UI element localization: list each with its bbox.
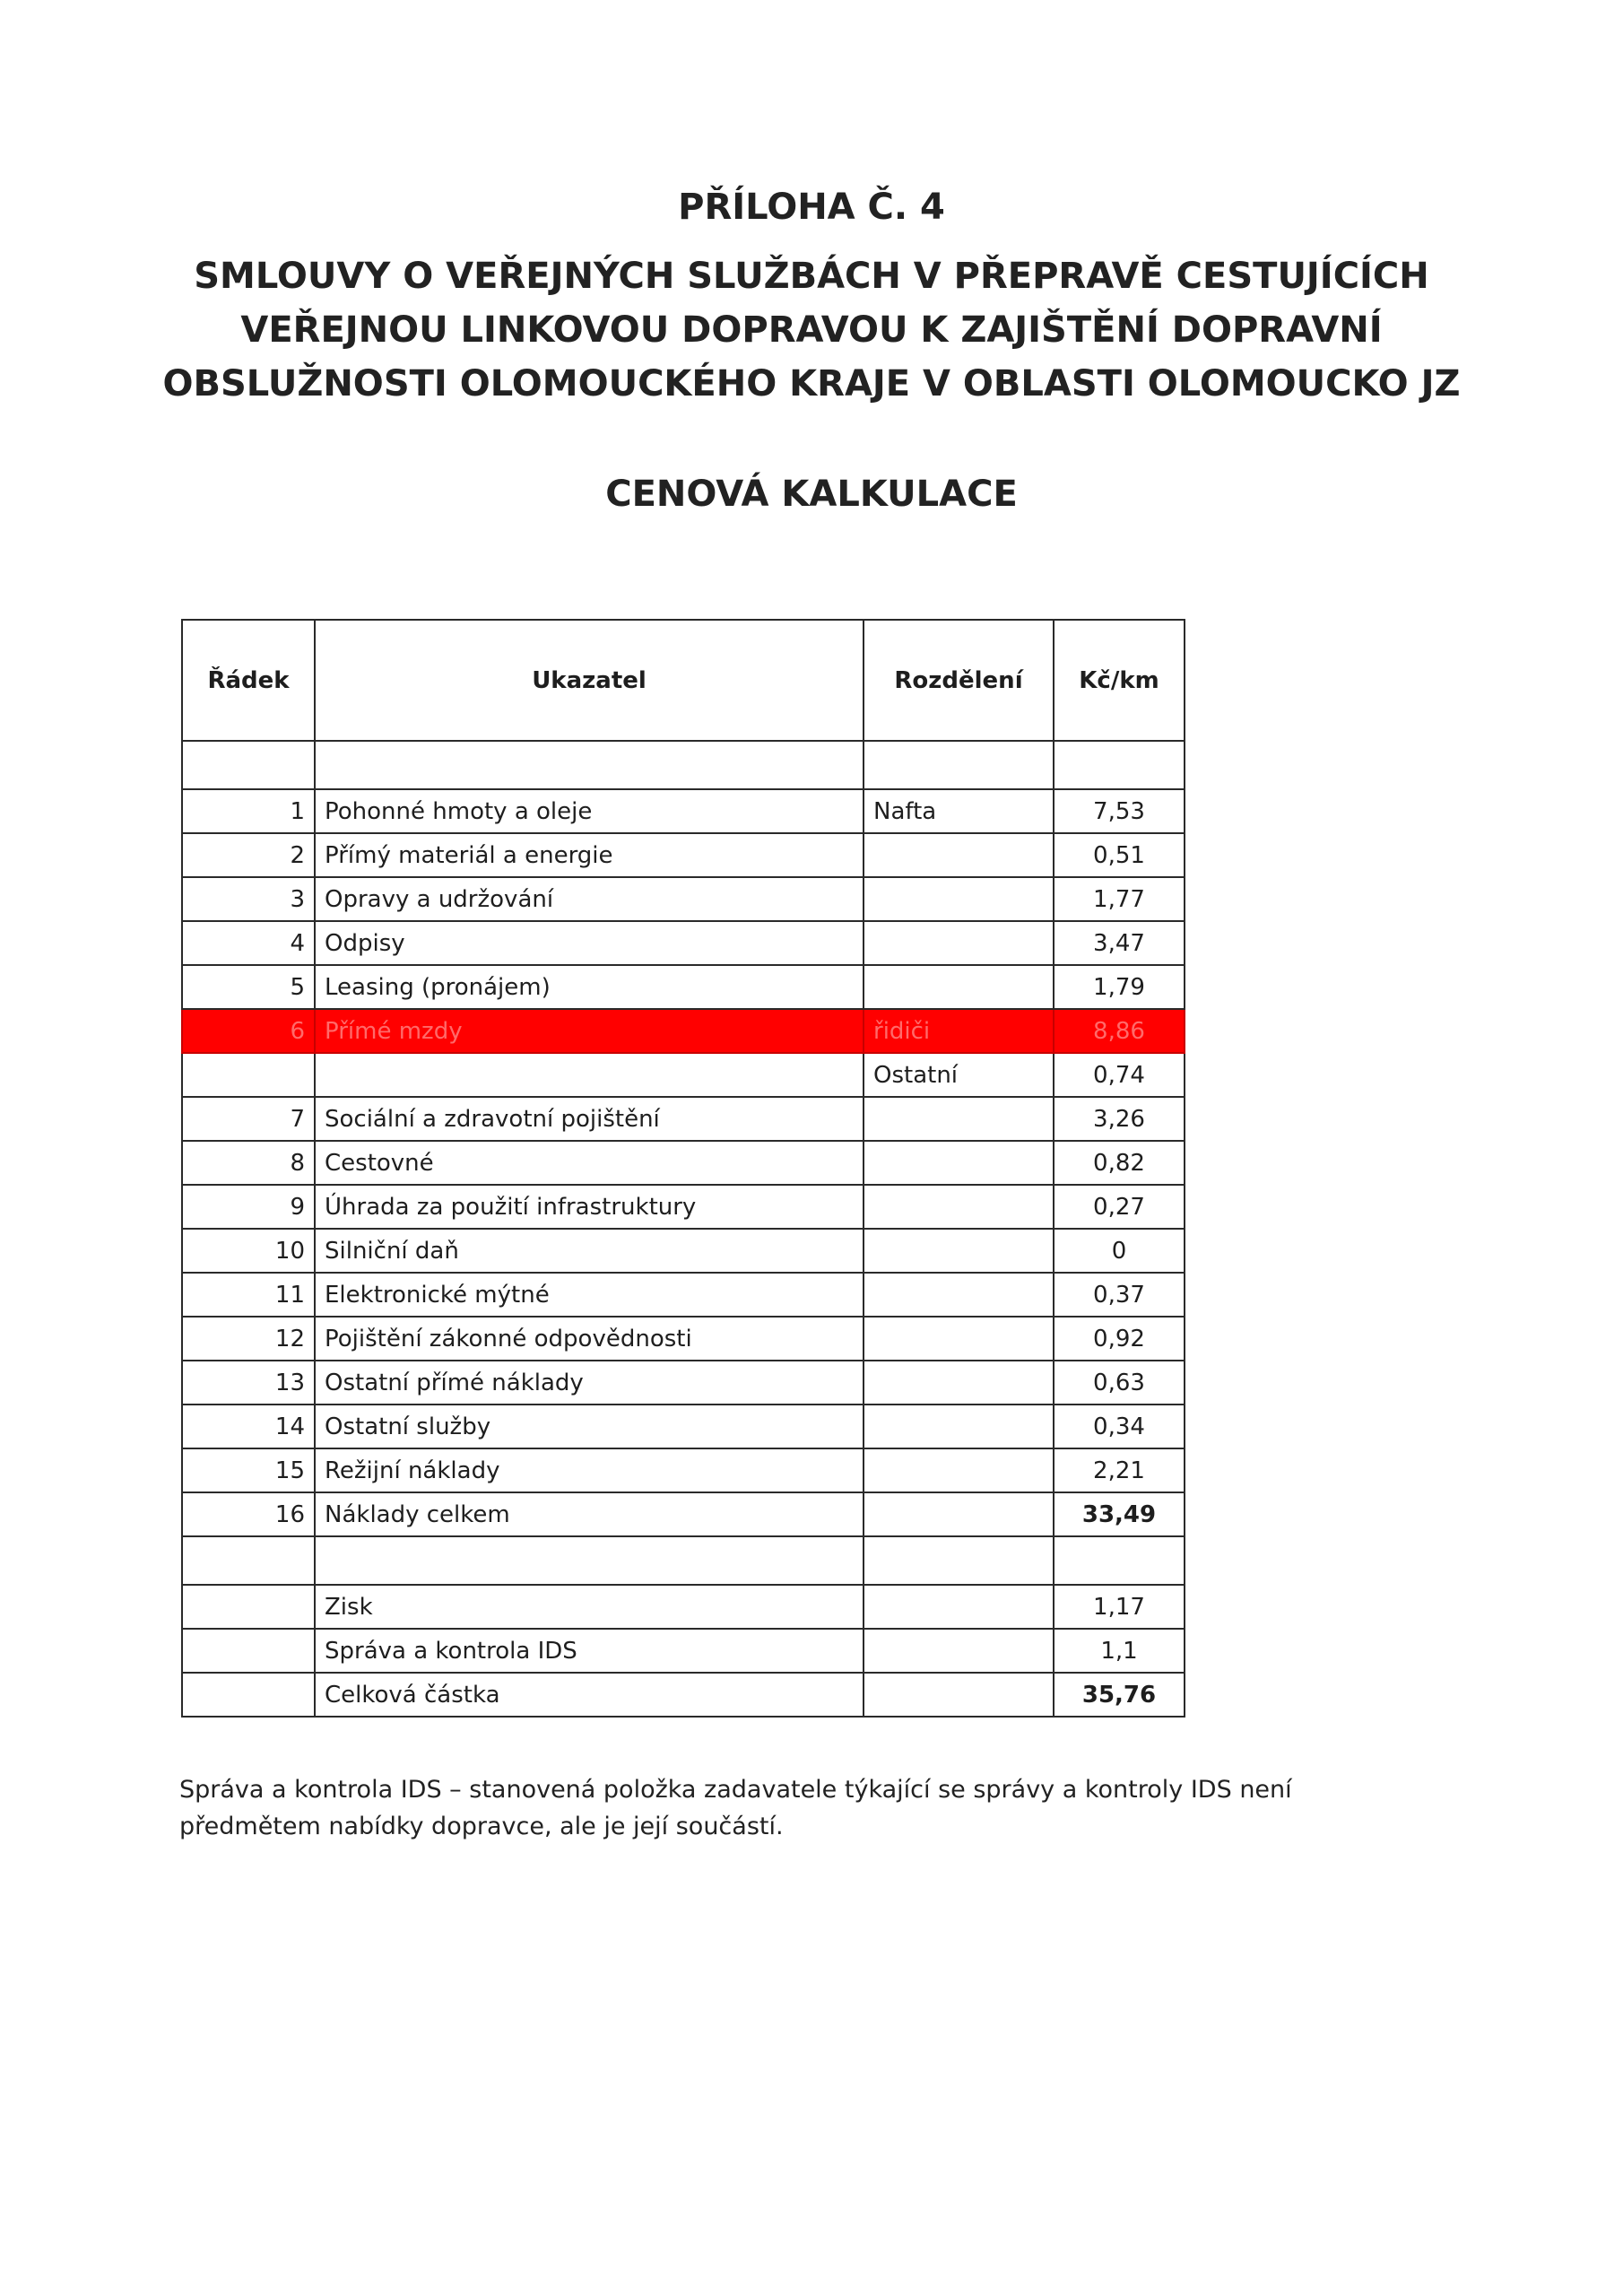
row-number-cell: 13 <box>182 1361 315 1405</box>
table-row <box>182 877 1185 921</box>
footnote-line-1: Správa a kontrola IDS – stanovená položka zadavatele týkající se správy a kontroly IDS není <box>179 1776 1292 1804</box>
indicator-cell: Pojištění zákonné odpovědnosti <box>315 1317 864 1361</box>
table-row <box>182 1536 1185 1585</box>
indicator-cell: Cestovné <box>315 1141 864 1185</box>
table-row <box>182 1097 1185 1141</box>
indicator-cell <box>315 1536 864 1585</box>
division-cell <box>864 1141 1054 1185</box>
contract-title-line-1: SMLOUVY O VEŘEJNÝCH SLUŽBÁCH V PŘEPRAVĚ CESTUJÍCÍCH <box>194 256 1429 297</box>
table-row <box>182 1009 1185 1053</box>
row-number-cell: 9 <box>182 1185 315 1229</box>
table-row <box>182 789 1185 833</box>
value-cell: 0,34 <box>1054 1405 1185 1448</box>
division-cell <box>864 1405 1054 1448</box>
division-cell <box>864 1185 1054 1229</box>
indicator-cell: Přímý materiál a energie <box>315 833 864 877</box>
table-row <box>182 1053 1185 1097</box>
division-cell: řidiči <box>864 1009 1054 1053</box>
table-row <box>182 833 1185 877</box>
division-cell <box>864 741 1054 789</box>
price-calculation-table <box>181 619 1185 1718</box>
value-cell <box>1054 1536 1185 1585</box>
row-number-cell <box>182 741 315 789</box>
indicator-cell: Zisk <box>315 1585 864 1629</box>
table-row <box>182 1141 1185 1185</box>
indicator-cell: Náklady celkem <box>315 1492 864 1536</box>
indicator-cell: Silniční daň <box>315 1229 864 1273</box>
row-number-cell <box>182 1673 315 1717</box>
division-cell <box>864 1585 1054 1629</box>
table-row <box>182 1405 1185 1448</box>
indicator-cell: Elektronické mýtné <box>315 1273 864 1317</box>
value-cell: 2,21 <box>1054 1448 1185 1492</box>
annex-title: PŘÍLOHA Č. 4 <box>678 187 945 228</box>
row-number-cell: 12 <box>182 1317 315 1361</box>
indicator-cell: Režijní náklady <box>315 1448 864 1492</box>
table-row <box>182 741 1185 789</box>
indicator-cell <box>315 741 864 789</box>
division-cell <box>864 1536 1054 1585</box>
division-cell: Ostatní <box>864 1053 1054 1097</box>
indicator-cell: Leasing (pronájem) <box>315 965 864 1009</box>
row-number-cell: 14 <box>182 1405 315 1448</box>
column-header-czk-per-km: Kč/km <box>1054 620 1185 741</box>
row-number-cell: 6 <box>182 1009 315 1053</box>
division-cell: Nafta <box>864 789 1054 833</box>
indicator-cell: Celková částka <box>315 1673 864 1717</box>
indicator-cell: Přímé mzdy <box>315 1009 864 1053</box>
division-cell <box>864 1361 1054 1405</box>
table-body <box>182 741 1185 1717</box>
table-row <box>182 921 1185 965</box>
indicator-cell: Odpisy <box>315 921 864 965</box>
division-cell <box>864 1273 1054 1317</box>
indicator-cell: Sociální a zdravotní pojištění <box>315 1097 864 1141</box>
row-number-cell: 3 <box>182 877 315 921</box>
division-cell <box>864 877 1054 921</box>
row-number-cell <box>182 1629 315 1673</box>
indicator-cell: Opravy a udržování <box>315 877 864 921</box>
row-number-cell <box>182 1536 315 1585</box>
division-cell <box>864 965 1054 1009</box>
row-number-cell: 8 <box>182 1141 315 1185</box>
indicator-cell: Úhrada za použití infrastruktury <box>315 1185 864 1229</box>
division-cell <box>864 1229 1054 1273</box>
indicator-cell: Ostatní služby <box>315 1405 864 1448</box>
division-cell <box>864 1673 1054 1717</box>
table-row <box>182 1229 1185 1273</box>
division-cell <box>864 1492 1054 1536</box>
table-row <box>182 1673 1185 1717</box>
value-cell <box>1054 741 1185 789</box>
table-row <box>182 1492 1185 1536</box>
value-cell: 35,76 <box>1054 1673 1185 1717</box>
division-cell <box>864 1448 1054 1492</box>
row-number-cell: 11 <box>182 1273 315 1317</box>
value-cell: 0,51 <box>1054 833 1185 877</box>
value-cell: 1,1 <box>1054 1629 1185 1673</box>
row-number-cell: 4 <box>182 921 315 965</box>
row-number-cell: 7 <box>182 1097 315 1141</box>
value-cell: 0 <box>1054 1229 1185 1273</box>
division-cell <box>864 1097 1054 1141</box>
table-row <box>182 1273 1185 1317</box>
value-cell: 3,26 <box>1054 1097 1185 1141</box>
value-cell: 0,92 <box>1054 1317 1185 1361</box>
table-row <box>182 1185 1185 1229</box>
value-cell: 1,17 <box>1054 1585 1185 1629</box>
value-cell: 7,53 <box>1054 789 1185 833</box>
column-header-row-number: Řádek <box>182 620 315 741</box>
division-cell <box>864 1317 1054 1361</box>
contract-title-line-3: OBSLUŽNOSTI OLOMOUCKÉHO KRAJE V OBLASTI OLOMOUCKO JZ <box>162 363 1461 404</box>
table-header-row <box>182 620 1185 741</box>
value-cell: 3,47 <box>1054 921 1185 965</box>
row-number-cell: 1 <box>182 789 315 833</box>
indicator-cell: Správa a kontrola IDS <box>315 1629 864 1673</box>
indicator-cell <box>315 1053 864 1097</box>
calculation-title: CENOVÁ KALKULACE <box>605 474 1018 515</box>
division-cell <box>864 833 1054 877</box>
value-cell: 0,82 <box>1054 1141 1185 1185</box>
row-number-cell: 2 <box>182 833 315 877</box>
table-row <box>182 1585 1185 1629</box>
column-header-indicator: Ukazatel <box>315 620 864 741</box>
table-row <box>182 1317 1185 1361</box>
row-number-cell: 16 <box>182 1492 315 1536</box>
table-row <box>182 965 1185 1009</box>
footnote <box>179 1771 1345 1845</box>
value-cell: 1,79 <box>1054 965 1185 1009</box>
table-row <box>182 1448 1185 1492</box>
indicator-cell: Ostatní přímé náklady <box>315 1361 864 1405</box>
row-number-cell: 5 <box>182 965 315 1009</box>
value-cell: 0,27 <box>1054 1185 1185 1229</box>
column-header-division: Rozdělení <box>864 620 1054 741</box>
table-row <box>182 1361 1185 1405</box>
value-cell: 0,74 <box>1054 1053 1185 1097</box>
row-number-cell <box>182 1053 315 1097</box>
row-number-cell: 10 <box>182 1229 315 1273</box>
indicator-cell: Pohonné hmoty a oleje <box>315 789 864 833</box>
value-cell: 8,86 <box>1054 1009 1185 1053</box>
table-row <box>182 1629 1185 1673</box>
footnote-line-2: předmětem nabídky dopravce, ale je její součástí. <box>179 1813 784 1840</box>
value-cell: 0,37 <box>1054 1273 1185 1317</box>
division-cell <box>864 921 1054 965</box>
value-cell: 1,77 <box>1054 877 1185 921</box>
value-cell: 33,49 <box>1054 1492 1185 1536</box>
row-number-cell <box>182 1585 315 1629</box>
value-cell: 0,63 <box>1054 1361 1185 1405</box>
row-number-cell: 15 <box>182 1448 315 1492</box>
division-cell <box>864 1629 1054 1673</box>
contract-title-line-2: VEŘEJNOU LINKOVOU DOPRAVOU K ZAJIŠTĚNÍ DOPRAVNÍ <box>240 309 1383 351</box>
